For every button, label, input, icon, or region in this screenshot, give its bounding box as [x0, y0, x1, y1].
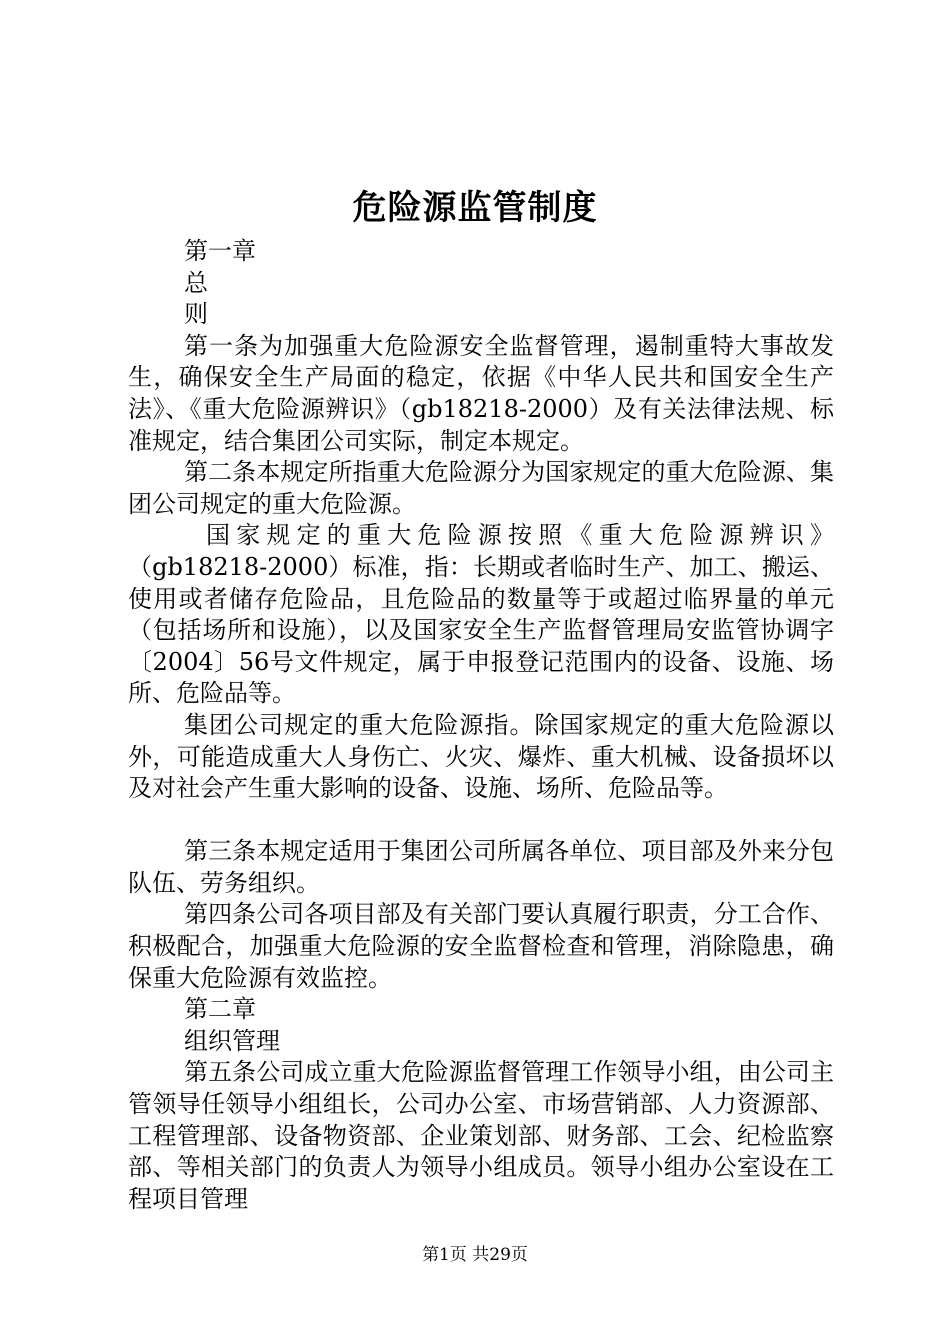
- document-body: [128, 236, 834, 1215]
- chapter-1-title-part-2: 则: [184, 300, 208, 329]
- chapter-1-title-part-1: 总: [184, 268, 208, 297]
- article-3-paragraph: 第三条本规定适用于集团公司所属各单位、项目部及外来分包队伍、劳务组织。: [128, 837, 834, 897]
- national-hazard-definition-paragraph: 国家规定的重大危险源按照《重大危险源辨识》（gb18218-2000）标准，指：长期或者临时生产、加工、搬运、使用或者储存危险品，且危险品的数量等于或超过临界量的单元（包括场所和设施），以及国家安全生产监督管理局安监管协调字〔2004〕56号文件规定，属于申报登记范围内的设备、设施、场所、危险品等。: [128, 521, 834, 708]
- chapter-2-title: 组织管理: [184, 1026, 280, 1055]
- document-title: 危险源监管制度: [352, 188, 598, 228]
- chapter-2-heading: 第二章: [184, 995, 256, 1024]
- chapter-1-heading: 第一章: [184, 237, 256, 265]
- article-4-paragraph: 第四条公司各项目部及有关部门要认真履行职责，分工合作、积极配合，加强重大危险源的安全监督检查和管理，消除隐患，确保重大危险源有效监控。: [128, 900, 834, 992]
- page-number-footer: 第1页 共29页: [422, 1245, 528, 1265]
- article-5-paragraph: 第五条公司成立重大危险源监督管理工作领导小组，由公司主管领导任领导小组组长，公司办公室、市场营销部、人力资源部、工程管理部、设备物资部、企业策划部、财务部、工会、纪检监察部、等相关部门的负责人为领导小组成员。领导小组办公室设在工程项目管理: [128, 1058, 834, 1213]
- group-hazard-definition-paragraph: 集团公司规定的重大危险源指。除国家规定的重大危险源以外，可能造成重大人身伤亡、火灾、爆炸、重大机械、设备损坏以及对社会产生重大影响的设备、设施、场所、危险品等。: [128, 710, 834, 803]
- article-1-paragraph: 第一条为加强重大危险源安全监督管理，遏制重特大事故发生，确保安全生产局面的稳定，依据《中华人民共和国安全生产法》、《重大危险源辨识》（gb18218-2000）及有关法律法规、标准规定，结合集团公司实际，制定本规定。: [128, 331, 834, 455]
- article-2-paragraph: 第二条本规定所指重大危险源分为国家规定的重大危险源、集团公司规定的重大危险源。: [128, 458, 834, 518]
